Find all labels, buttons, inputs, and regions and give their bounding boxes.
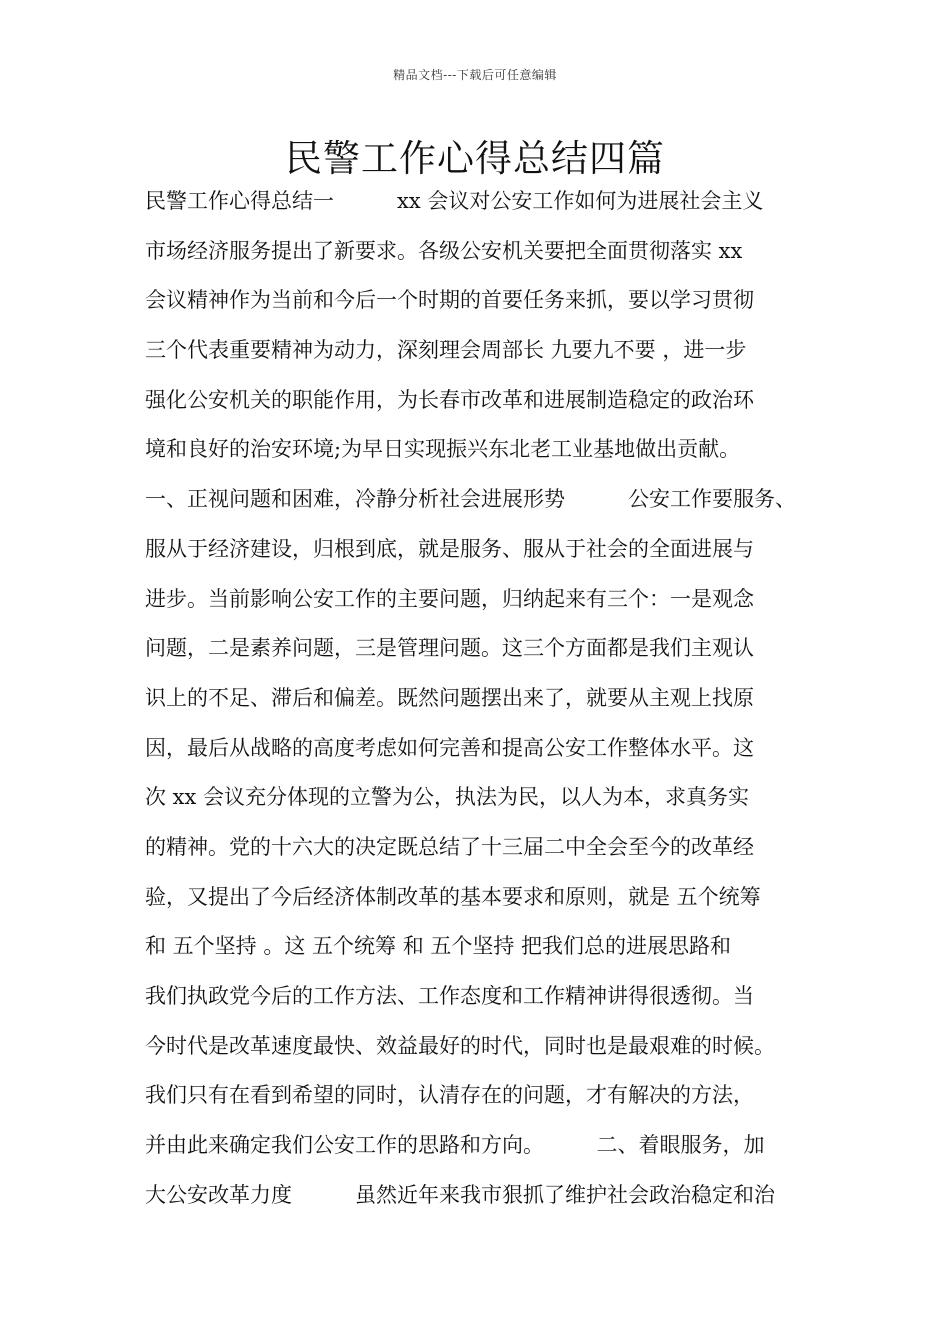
- page-header: 精品文档---下载后可任意编辑: [393, 68, 557, 82]
- body-line: 服从于经济建设，归根到底，就是服务、服从于社会的全面进展与: [145, 536, 754, 561]
- body-line: 民警工作心得总结一 xx 会议对公安工作如何为进展社会主义: [145, 189, 764, 213]
- body-line: 和 五个坚持 。这 五个统筹 和 五个坚持 把我们总的进展思路和: [145, 934, 732, 959]
- body-line: 因，最后从战略的高度考虑如何完善和提高公安工作整体水平。这: [145, 735, 754, 760]
- body-text: [145, 177, 830, 1220]
- body-line: 并由此来确定我们公安工作的思路和方向。 二、着眼服务，加: [145, 1133, 765, 1158]
- body-line: 境和良好的治安环境;为早日实现振兴东北老工业基地做出贡献。: [145, 437, 741, 462]
- body-line: 我们执政党今后的工作方法、工作态度和工作精神讲得很透彻。当: [145, 984, 754, 1008]
- body-line: 三个代表重要精神为动力，深刻理会周部长 九要九不要 ，进一步: [145, 338, 747, 363]
- body-line: 识上的不足、滞后和偏差。既然问题摆出来了，就要从主观上找原: [145, 685, 754, 710]
- body-line: 强化公安机关的职能作用，为长春市改革和进展制造稳定的政治环: [145, 387, 754, 412]
- body-line: 今时代是改革速度最快、效益最好的时代，同时也是最艰难的时候。: [145, 1033, 775, 1058]
- body-line: 的精神。党的十六大的决定既总结了十三届二中全会至今的改革经: [145, 834, 754, 859]
- document-title: 民警工作心得总结四篇: [285, 137, 665, 180]
- body-line: 一、正视问题和困难，冷静分析社会进展形势 公安工作要服务、: [145, 487, 796, 512]
- body-line: 验，又提出了今后经济体制改革的基本要求和原则，就是 五个统筹: [145, 884, 761, 909]
- body-line: 我们只有在看到希望的同时，认清存在的问题，才有解决的方法，: [145, 1083, 754, 1108]
- body-line: 次 xx 会议充分体现的立警为公，执法为民，以人为本，求真务实: [145, 785, 750, 810]
- body-line: 市场经济服务提出了新要求。各级公安机关要把全面贯彻落实 xx: [145, 238, 743, 263]
- body-line: 大公安改革力度 虽然近年来我市狠抓了维护社会政治稳定和治: [145, 1182, 775, 1207]
- body-line: 问题，二是素养问题，三是管理问题。这三个方面都是我们主观认: [145, 636, 754, 661]
- body-line: 进步。当前影响公安工作的主要问题，归纳起来有三个：一是观念: [145, 586, 754, 611]
- body-line: 会议精神作为当前和今后一个时期的首要任务来抓，要以学习贯彻: [145, 288, 754, 313]
